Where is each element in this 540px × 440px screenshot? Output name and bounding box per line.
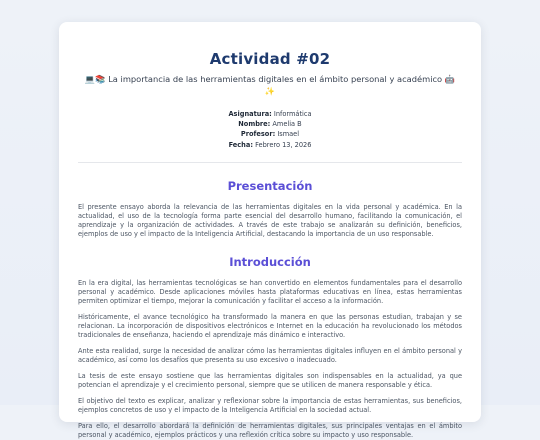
divider [78,162,462,163]
meta-teacher: Profesor: Ismael [240,130,300,139]
page-title: Actividad #02 [209,50,331,68]
introduccion-paragraph: En la era digital, las herramientas tecnológicas se han convertido en elementos fundamentales para el desarrollo personal y académico. Desde aplicaciones móviles hasta plataformas educativas en línea, estas herramientas permiten optimizar el tiempo, mejorar la comunicación y facilitar el acceso a la información. [78,278,462,305]
section-heading-presentacion: Presentación [227,178,313,193]
introduccion-paragraph: Históricamente, el avance tecnológico ha transformado la manera en que las personas estudian, trabajan y se relacionan. La incorporación de dispositivos electrónicos e Internet en la educación ha revolucionado los métodos tradicionales de enseñanza, haciendo el aprendizaje más dinámico e interactivo. [78,312,462,339]
introduccion-paragraph: La tesis de este ensayo sostiene que las herramientas digitales son indispensables en la actualidad, ya que potencian el aprendizaje y el crecimiento personal, siempre que se utilicen de manera responsable y ética. [78,371,462,389]
meta-name: Nombre: Amelia B [238,120,302,129]
introduccion-paragraph: Ante esta realidad, surge la necesidad de analizar cómo las herramientas digitales influyen en el ámbito personal y académico, así como los desafíos que presenta su uso excesivo o inadecuado. [78,346,462,364]
page-subtitle: 💻📚 La importancia de las herramientas digitales en el ámbito personal y académico 🤖✨ [84,74,456,96]
meta-block [78,109,462,150]
introduccion-paragraph: El objetivo del texto es explicar, analizar y reflexionar sobre la importancia de estas herramientas, sus beneficios, ejemplos concretos de uso y el impacto de la Inteligencia Artificial en la sociedad actual. [78,396,462,414]
presentacion-paragraph: El presente ensayo aborda la relevancia de las herramientas digitales en la vida personal y académica. En la actualidad, el uso de la tecnología forma parte esencial del desarrollo humano, facilitando la comunicación, el aprendizaje y la organización de actividades. A través de este trabajo se analizarán su definición, beneficios, ejemplos de uso y el impacto de la Inteligencia Artificial, destacando la importancia de un uso responsable. [78,202,462,238]
document-card [59,22,481,439]
introduccion-paragraph: Para ello, el desarrollo abordará la definición de herramientas digitales, sus principales ventajas en el ámbito personal y académico, ejemplos prácticos y una reflexión crítica sobre su impacto y uso responsable. [78,421,462,439]
meta-date: Fecha: Febrero 13, 2026 [228,140,312,149]
meta-subject: Asignatura: Informática [228,110,312,118]
section-heading-introduccion: Introducción [229,254,311,269]
